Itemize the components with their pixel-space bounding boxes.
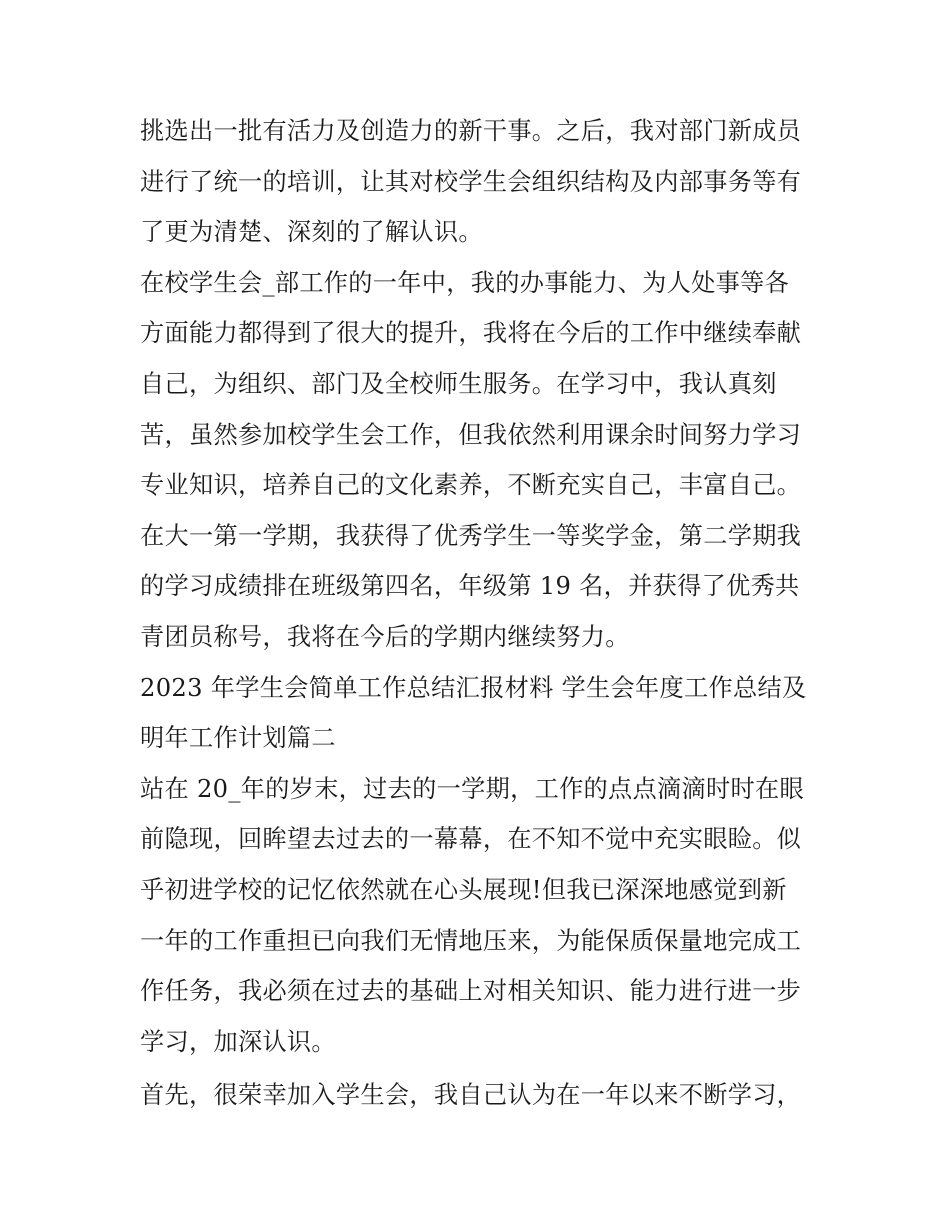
paragraph-recruitment xyxy=(140,106,820,258)
text-line: 首先，很荣幸加入学生会，我自己认为在一年以来不断学习， xyxy=(140,1081,802,1110)
text-line: 学习，加深认识。 xyxy=(140,1027,336,1056)
text-line: 了更为清楚、深刻的了解认识。 xyxy=(140,218,483,247)
text-line: 在大一第一学期，我获得了优秀学生一等奖学金，第二学期我 xyxy=(140,521,802,550)
text-line: 青团员称号，我将在今后的学期内继续努力。 xyxy=(140,622,630,651)
heading-line: 明年工作计划篇二 xyxy=(140,724,336,753)
heading-line: 2023 年学生会简单工作总结汇报材料 学生会年度工作总结及 xyxy=(140,673,807,702)
text-line: 的学习成绩排在班级第四名，年级第 19 名，并获得了优秀共 xyxy=(140,572,800,601)
paragraph-year-end xyxy=(140,764,820,1068)
text-line: 前隐现，回眸望去过去的一幕幕，在不知不觉中充实眼睑。似 xyxy=(140,825,802,854)
text-line: 自己，为组织、部门及全校师生服务。在学习中，我认真刻 xyxy=(140,369,777,398)
text-line: 一年的工作重担已向我们无情地压来，为能保质保量地完成工 xyxy=(140,926,802,955)
paragraph-first xyxy=(140,1070,820,1121)
text-line: 作任务，我必须在过去的基础上对相关知识、能力进行进一步 xyxy=(140,977,802,1006)
text-line: 挑选出一批有活力及创造力的新干事。之后，我对部门新成员 xyxy=(140,117,802,145)
text-line: 站在 20_年的岁末，过去的一学期，工作的点点滴滴时时在眼 xyxy=(140,774,804,803)
paragraph-growth xyxy=(140,258,820,663)
text-line: 专业知识，培养自己的文化素养，不断充实自己，丰富自己。 xyxy=(140,471,802,500)
text-line: 进行了统一的培训，让其对校学生会组织结构及内部事务等有 xyxy=(140,167,802,196)
section-heading xyxy=(140,663,820,764)
text-line: 苦，虽然参加校学生会工作，但我依然利用课余时间努力学习 xyxy=(140,420,802,449)
text-line: 乎初进学校的记忆依然就在心头展现!但我已深深地感觉到新 xyxy=(140,875,787,904)
text-line: 方面能力都得到了很大的提升，我将在今后的工作中继续奉献 xyxy=(140,319,802,348)
text-line: 在校学生会_部工作的一年中，我的办事能力、为人处事等各 xyxy=(140,268,790,297)
document-body xyxy=(140,106,820,1121)
